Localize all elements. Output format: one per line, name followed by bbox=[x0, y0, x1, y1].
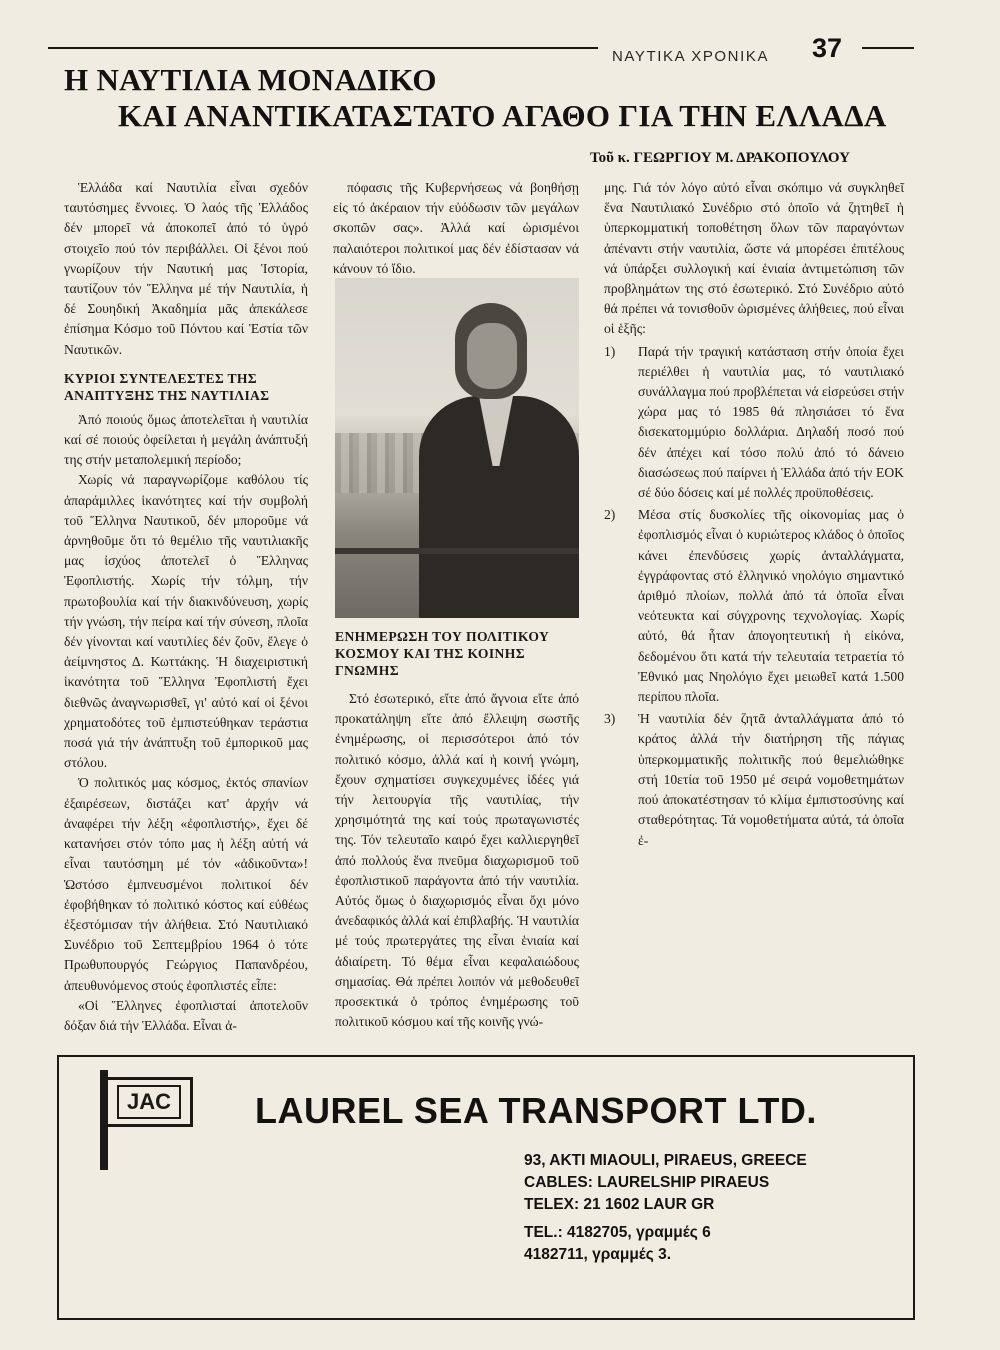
list-number: 3) bbox=[604, 711, 616, 727]
magazine-name: ΝΑΥΤΙΚΑ ΧΡΟΝΙΚΑ bbox=[612, 48, 770, 65]
article-column-2-lower bbox=[335, 628, 579, 1032]
paragraph: Χωρίς νά παραγνωρίζομε καθόλου τίς ἀπαράμιλλες ἱκανότητες καί τήν συμβολή τοῦ Ἕλληνα Ναυτικοῦ, δέν μποροῦμε νά ἀρνηθοῦμε ὅτι τό θεμέλιο τῆς ναυτιλιακῆς μας ἰσχύος ἀποτελεῖ ὁ Ἕλληνας Ἐφοπλιστής. Χωρίς τήν τόλμη, τήν πρωτοβουλία καί τήν διακινδύνευση, χωρίς τήν γνώση, τήν πείρα καί τήν σύνεση, πλοῖα δέν γίνονται καί ναυτιλίες δέν ζοῦν, ἔλεγε ὁ ἀείμνηστος Δ. Κωττάκης. Ἡ διαχειριστική ἱκανότητα τοῦ Ἕλληνα Ἐφοπλιστή ἔχει διεθνῶς ἀναγνωρισθεῖ, γι' αὐτό καί οἱ ξένοι χρηματοδότες τοῦ ἐμπιστεύθηκαν τεράστια ποσά γιά τήν ἀνάπτυξη τοῦ ἐμπορικοῦ μας στόλου. bbox=[64, 472, 308, 771]
advertiser-phone-2: 4182711, γραμμές 3. bbox=[524, 1246, 672, 1263]
article-column-2 bbox=[333, 178, 579, 279]
article-byline: Τοῦ κ. ΓΕΩΡΓΙΟΥ Μ. ΔΡΑΚΟΠΟΥΛΟΥ bbox=[590, 150, 850, 166]
page-number: 37 bbox=[812, 33, 843, 63]
list-number: 1) bbox=[604, 343, 616, 359]
paragraph: μης. Γιά τόν λόγο αὐτό εἶναι σκόπιμο νά συγκληθεῖ ἕνα Ναυτιλιακό Συνέδριο στό ὁποῖο νά ζητηθεῖ ἡ ὑπερκομματική τοποθέτηση ὅλων τῶν παραγόντων ἀπέναντι στήν ναυτιλία, ὥστε νά μπορέσει ἐπιτέλους νά ὑπάρξει συλλογική καί ἑνιαία ἀντιμετώπιση τῶν προβλημάτων της στό ἐσωτερικό. Στό Συνέδριο αὐτό θά πρέπει νά τονισθοῦν ὡρισμένες ἀλήθειες, πού εἶναι οἱ ἑξῆς: bbox=[604, 180, 904, 337]
advertiser-contact-block bbox=[524, 1150, 807, 1266]
article-title-line1: Η ΝΑΥΤΙΛΙΑ ΜΟΝΑΔΙΚΟ bbox=[64, 62, 437, 97]
article-column-3 bbox=[604, 178, 904, 853]
list-item bbox=[604, 342, 904, 504]
paragraph: Ὁ πολιτικός μας κόσμος, ἐκτός σπανίων ἐξαιρέσεων, διστάζει κατ' ἀρχήν νά ἀναφέρει τήν λέξη «ἐφοπλιστής», ἔχει δέ κατανήσει στόν τόπο μας ἡ λέξη αὐτή νά εἶναι ταυτόσημη μέ τόν «ἀδικοῦντα»! Ὡστόσο ἐμπνευσμένοι πολιτικοί δέν ἐφοβήθηκαν τό πολιτικό κόστος καί εὐθέως ἐξεστόμισαν τήν ἀλήθεια. Στό Ναυτιλιακό Συνέδριο τοῦ Σεπτεμβρίου 1964 ὁ τότε Πρωθυπουργός Γεώργιος Παπανδρέου, ἀπευθυνόμενος στούς ἐφοπλιστές εἶπε: bbox=[64, 775, 308, 993]
section-heading: ΕΝΗΜΕΡΩΣΗ ΤΟΥ ΠΟΛΙΤΙΚΟΥ ΚΟΣΜΟΥ ΚΑΙ ΤΗΣ ΚΟΙΝΗΣ ΓΝΩΜΗΣ bbox=[335, 629, 550, 678]
header-rule-left bbox=[48, 47, 598, 49]
list-text: Μέσα στίς δυσκολίες τῆς οἰκονομίας μας ὁ ἐφοπλισμός εἶναι ὁ κυριώτερος κλάδος ὁ ὁποῖος κάνει ἐπενδύσεις χωρίς ἀνταλλάγματα, ἐγγράφοντας στό ἑλληνικό νηολόγιο σημαντικό ἀριθμό πλοίων, πολλά ἀπό τά ὁποῖα εἶναι νεότευκτα καί σύγχρονης τεχνολογίας. Χωρίς αὐτό, θά ἦταν ἀπογοητευτική ἡ εἰκόνα, δεδομένου ὅτι κατά τήν τελευταία τετραετία τό Ἐθνικό μας Νηολόγιο ἔχει μειωθεῖ κατά 1.500 περίπου πλοῖα. bbox=[638, 507, 904, 705]
list-number: 2) bbox=[604, 507, 616, 523]
advertiser-company-name: LAUREL SEA TRANSPORT LTD. bbox=[255, 1090, 817, 1131]
advertiser-address: 93, AKTI MIAOULI, PIRAEUS, GREECE bbox=[524, 1152, 807, 1169]
header-rule-right bbox=[862, 47, 914, 49]
photo-figure-face bbox=[467, 323, 517, 389]
advertiser-phone-1: TEL.: 4182705, γραμμές 6 bbox=[524, 1224, 711, 1241]
section-heading: ΚΥΡΙΟΙ ΣΥΝΤΕΛΕΣΤΕΣ ΤΗΣ ΑΝΑΠΤΥΞΗΣ ΤΗΣ ΝΑΥΤΙΛΙΑΣ bbox=[64, 370, 270, 403]
photo-ship-rail bbox=[335, 548, 579, 554]
author-photo bbox=[335, 278, 579, 618]
paragraph: πόφασις τῆς Κυβερνήσεως νά βοηθήσῃ εἰς τό ἀκέραιον τήν εὐόδωσιν τῶν μεγάλων σκοπῶν σας». Ἀλλά καί ὡρισμένοι παλαιότεροι πολιτικοί μας δέν ἐδίστασαν νά κάνουν τό ἴδιο. bbox=[333, 180, 579, 276]
flag-logo-text: JAC bbox=[117, 1085, 181, 1119]
advertiser-telex: TELEX: 21 1602 LAUR GR bbox=[524, 1196, 715, 1213]
list-item bbox=[604, 709, 904, 850]
company-flag-logo bbox=[105, 1077, 193, 1127]
paragraph: «Οἱ Ἕλληνες ἐφοπλισταί ἀποτελοῦν δόξαν διά τήν Ἑλλάδα. Εἶναι ἀ- bbox=[64, 997, 308, 1033]
list-text: Παρά τήν τραγική κατάσταση στήν ὁποία ἔχει περιέλθει ἡ ναυτιλία μας, τό ναυτιλιακό συνάλλαγμα πού προβλέπεται νά εἰσρεύσει στήν χώρα μας τό 1985 θά πλησιάσει τό ἕνα δισεκατομμύριο δολλάρια. Δηλαδή ποσό πού δέν ἀπέχει καί τόσο πολύ ἀπό τό δάνειο διασώσεως πού παίρνει ἡ Ἑλλάδα ἀπό τήν ΕΟΚ σέ δύο δόσεις καί μέ πολλές προϋποθέσεις. bbox=[638, 343, 904, 501]
paragraph: Ἀπό ποιούς ὅμως ἀποτελεῖται ἡ ναυτιλία καί σέ ποιούς ὀφείλεται ἡ μεγάλη ἀνάπτυξή της στήν μεταπολεμική περίοδο; bbox=[64, 411, 308, 468]
paragraph: Ἑλλάδα καί Ναυτιλία εἶναι σχεδόν ταυτόσημες ἔννοιες. Ὁ λαός τῆς Ἑλλάδος δέν μπορεῖ νά ἀποκοπεῖ ἀπό τό ὑγρό στοιχεῖο πού τόν περιβάλλει. Οἱ ξένοι πού γνωρίζουν τήν Ναυτική μας Ἱστορία, ταυτίζουν τόν Ἕλληνα μέ τήν Ναυτιλία, ἡ δέ Σουηδική Ἀκαδημία μᾶς ἀπεκάλεσε ἐπίσημα Κόσμο τοῦ Πόντου καί Ἑστία τῶν Ναυτικῶν. bbox=[64, 180, 308, 357]
list-text: Ἡ ναυτιλία δέν ζητᾶ ἀνταλλάγματα ἀπό τό κράτος ἀλλά τήν διατήρηση τῆς πάγιας ὑπερκομματικῆς πολιτικῆς πού θεμελιώθηκε στή 10ετία τοῦ 1950 μέ σειρά νομοθετημάτων πού ἀποκατέστησαν τό κλίμα ἐμπιστοσύνης καί σταθερότητας. Τά νομοθετήματα αὐτά, τά ὁποῖα ἐ- bbox=[638, 711, 904, 848]
advertiser-cables: CABLES: LAURELSHIP PIRAEUS bbox=[524, 1174, 770, 1191]
paragraph: Στό ἐσωτερικό, εἴτε ἀπό ἄγνοια εἴτε ἀπό προκατάληψη εἴτε ἀπό ἔλλειψη σωστῆς ἐνημέρωσης, οἱ περισσότεροι ἀπό τόν πολιτικό κόσμο, ἀλλά καί ἡ κοινή γνώμη, ἔχουν σχηματίσει συγκεχυμένες ἰδέες γιά τήν λειτουργία τῆς ναυτιλίας, τήν χρησιμότητά της καί τούς πρωταγωνιστές της. Τόν τελευταῖο καιρό ἔχει καλλιεργηθεῖ ἀπό πολλούς ἕνα πνεῦμα διαχωρισμοῦ τοῦ ἐφοπλιστικοῦ παράγοντα ἀπό τήν ναυτιλία. Αὐτός ὅμως ὁ διαχωρισμός εἶναι ὄχι μόνο ἀνεδαφικός ἀλλά καί ἐπιβλαβής. Ἡ ναυτιλία μέ τούς πρωτεργάτες της εἶναι ἑνιαία καί ἀδιαίρετη. Τό θέμα εἶναι κεφαλαιώδους σημασίας. Θά πρέπει λοιπόν νά μεθοδευθεῖ προσεκτικά ὁ τρόπος ἐνημέρωσης τοῦ πολιτικοῦ κόσμου καί τῆς κοινῆς γνώ- bbox=[335, 691, 579, 1030]
article-title-line2: ΚΑΙ ΑΝΑΝΤΙΚΑΤΑΣΤΑΤΟ ΑΓΑΘΟ ΓΙΑ ΤΗΝ ΕΛΛΑΔΑ bbox=[118, 98, 887, 133]
list-item bbox=[604, 505, 904, 707]
article-column-1 bbox=[64, 178, 308, 1036]
